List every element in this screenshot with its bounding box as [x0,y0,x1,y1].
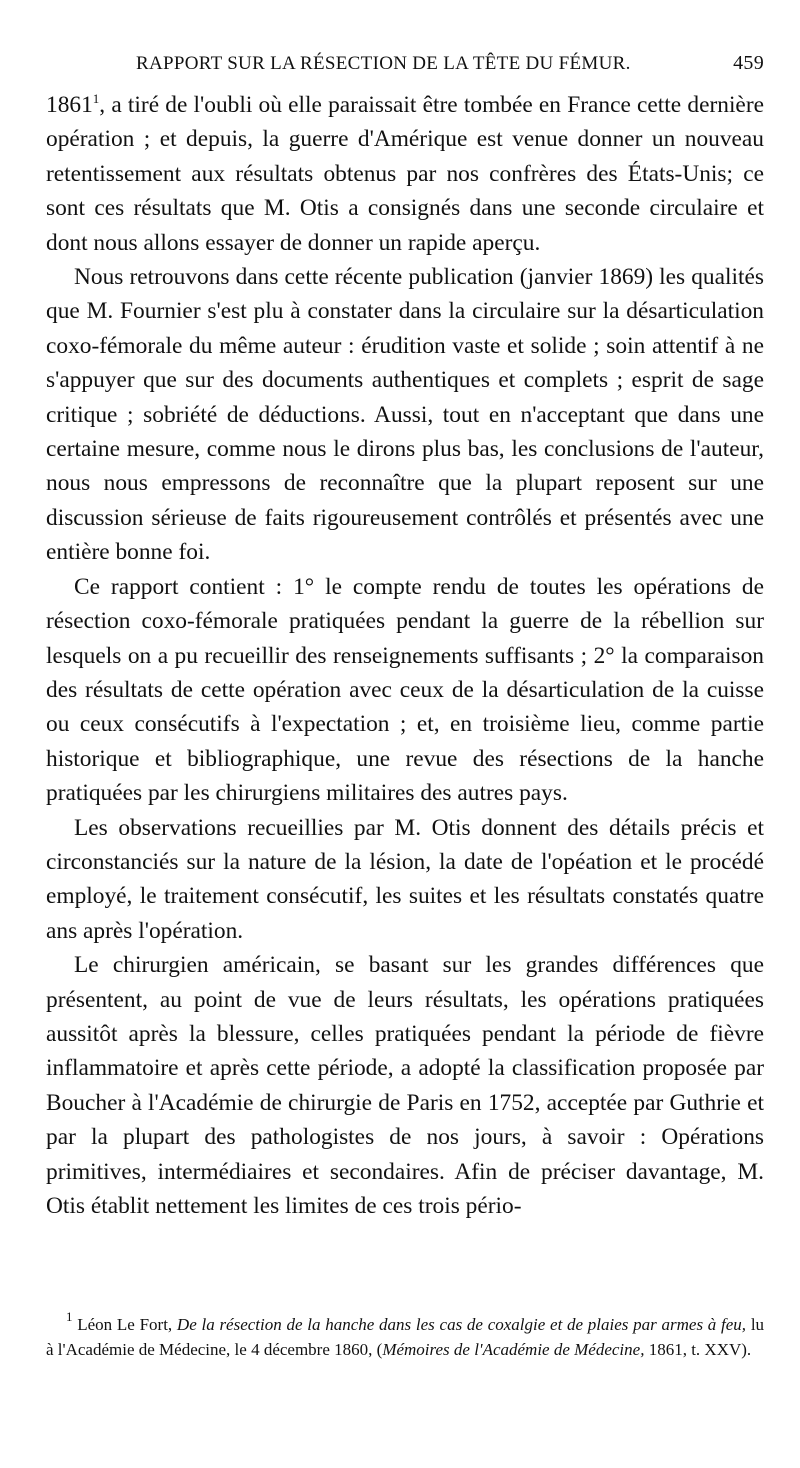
paragraph-1 [46,88,764,260]
footnote-marker: 1 [92,91,100,106]
page [46,52,764,1223]
paragraph-1-text: , a tiré de l'oubli où elle paraissait être tombée en France cette dernière opération ; et depuis, la guerre d'Amérique est venue donner un nouveau retentissement aux résultats obtenus par nos confrères des États-Unis; ce sont ces résultats que M. Otis a consignés dans une seconde circulaire et dont nous allons essayer de donner un rapide aperçu. [46,92,764,256]
footnote-number: 1 [66,1309,73,1324]
footnote-tail: 1861, t. XXV). [648,1340,752,1359]
page-number: 459 [733,52,764,74]
year-reference: 1861 [46,92,93,118]
running-title: RAPPORT SUR LA RÉSECTION DE LA TÊTE DU FÉMUR. [136,53,631,74]
footnote-journal: Mémoires de l'Académie de Médecine, [382,1340,645,1359]
paragraph-5: Le chirurgien américain, se basant sur les grandes différences que présentent, au point de vue de leurs résultats, les opérations pratiquées aussitôt après la blessure, celles pratiquées pendant la période de fièvre inflammatoire et après cette période, a adopté la classification proposée par Boucher à l'Académie de chirurgie de Paris en 1752, acceptée par Guthrie et par la plupart des pathologistes de nos jours, à savoir : Opérations primitives, intermédiaires et secondaires. Afin de préciser davantage, M. Otis établit nettement les limites de ces trois pério- [46,952,764,1219]
footnote-middle: lu à l'Académie de Médecine, le 4 décembre 1860, ( [46,1315,765,1359]
footnote [46,1309,765,1362]
paragraph-3: Ce rapport contient : 1° le compte rendu de toutes les opérations de résection coxo-fémorale pratiquées pendant la guerre de la rébellion sur lesquels on a pu recueillir des renseignements suffisants ; 2° la comparaison des résultats de cette opération avec ceux de la désarticulation de la cuisse ou ceux consécutifs à l'expectation ; et, en troisième lieu, comme partie historique et bibliographique, une revue des résections de la hanche pratiquées par les chirurgiens militaires des autres pays. [46,573,764,807]
body-text [46,88,764,1223]
footnote-title: De la résection de la hanche dans les cas de coxalgie et de plaies par armes à feu, [176,1315,747,1334]
paragraph-2: Nous retrouvons dans cette récente publication (janvier 1869) les qualités que M. Fournier s'est plu à constater dans la circulaire sur la désarticulation coxo-fémorale du même auteur : érudition vaste et solide ; soin attentif à ne s'appuyer que sur des documents authentiques et complets ; esprit de sage critique ; sobriété de déductions. Aussi, tout en n'acceptant que dans une certaine mesure, comme nous le dirons plus bas, les conclusions de l'auteur, nous nous empressons de reconnaître que la plupart reposent sur une discussion sérieuse de faits rigoureusement contrôlés et présentés avec une entière bonne foi. [46,264,764,566]
footnote-author: Léon Le Fort, [77,1315,173,1334]
running-head [46,52,764,88]
paragraph-4: Les observations recueillies par M. Otis donnent des détails précis et circonstanciés sur la nature de la lésion, la date de l'opéation et le procédé employé, le traitement consécutif, les suites et les résultats constatés quatre ans après l'opération. [46,814,764,944]
